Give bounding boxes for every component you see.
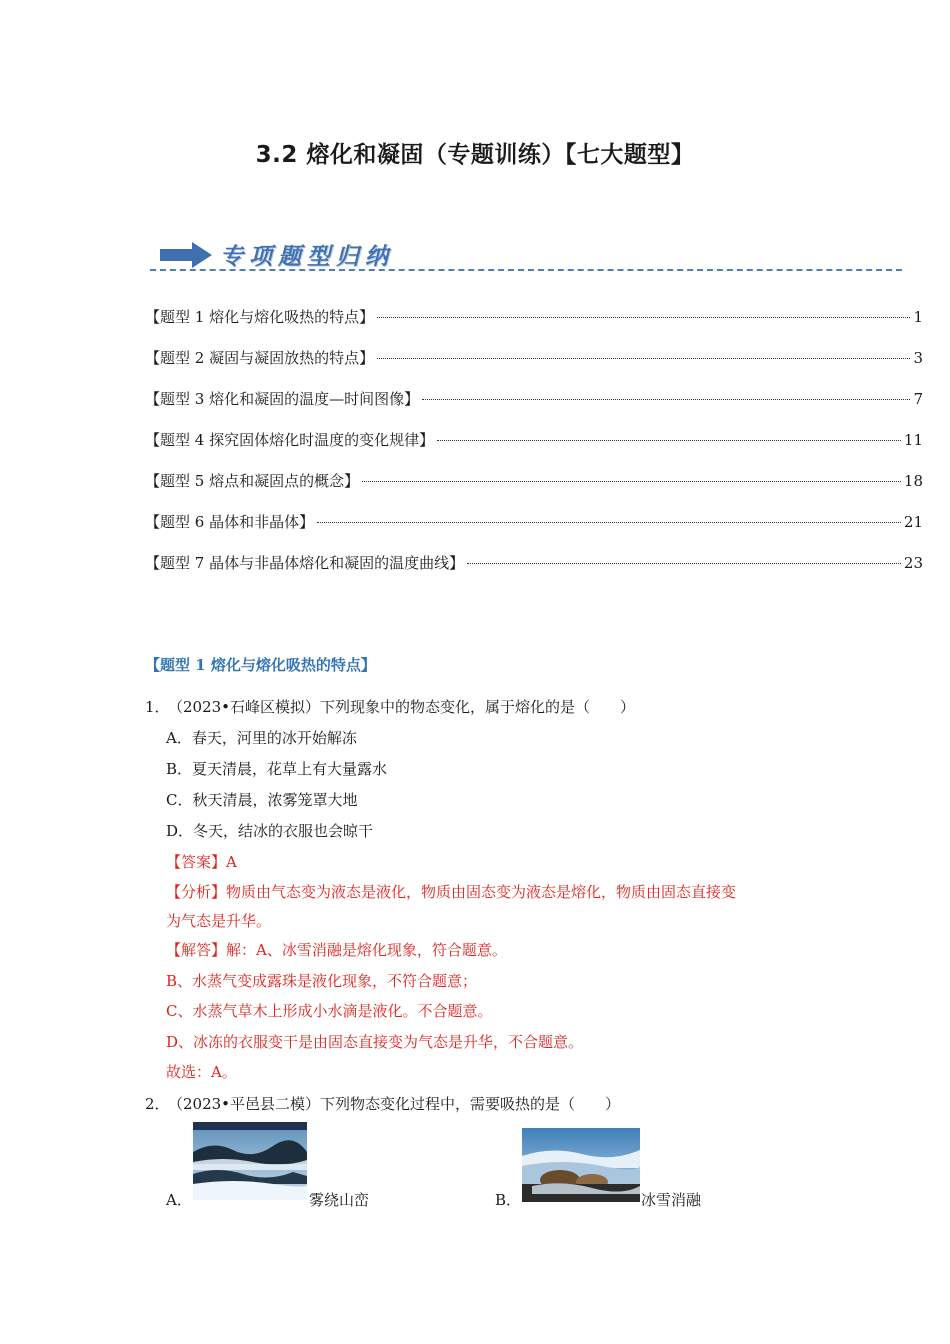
arrow-right-icon <box>160 242 212 268</box>
toc-item[interactable] <box>145 388 923 429</box>
solution-line: C、水蒸气草木上形成小水滴是液化。不合题意。 <box>166 1002 493 1020</box>
question-stem: （2023•平邑县二模）下列物态变化过程中，需要吸热的是（ ） <box>168 1095 621 1113</box>
toc-item[interactable] <box>145 552 923 593</box>
banner-divider <box>150 269 902 271</box>
solution-line: B、水蒸气变成露珠是液化现象，不符合题意； <box>166 972 478 990</box>
solution-line: D、冰冻的衣服变干是由固态直接变为气态是升华，不合题意。 <box>166 1033 584 1051</box>
option-a-caption: 雾绕山峦 <box>309 1191 370 1209</box>
table-of-contents <box>145 306 923 593</box>
answer-text: 【答案】A <box>166 853 237 871</box>
toc-item-page: 21 <box>903 513 923 531</box>
toc-item-label: 【题型 4 探究固体熔化时温度的变化规律】 <box>145 431 435 449</box>
option-c: C．秋天清晨，浓雾笼罩大地 <box>166 791 358 809</box>
analysis-text-continued: 为气态是升华。 <box>166 912 272 930</box>
banner-title: 专项题型归纳 <box>220 244 394 270</box>
toc-item-page: 23 <box>903 554 923 572</box>
toc-item[interactable] <box>145 429 923 470</box>
question-stem: （2023•石峰区模拟）下列现象中的物态变化，属于熔化的是（ ） <box>168 698 636 716</box>
toc-leader-dots <box>422 399 910 400</box>
toc-item-label: 【题型 3 熔化和凝固的温度—时间图像】 <box>145 390 420 408</box>
toc-item-label: 【题型 6 晶体和非晶体】 <box>145 513 315 531</box>
toc-leader-dots <box>437 440 901 441</box>
toc-leader-dots <box>377 358 910 359</box>
toc-leader-dots <box>317 522 901 523</box>
mountain-fog-image <box>193 1122 307 1200</box>
toc-leader-dots <box>362 481 901 482</box>
section-heading: 【题型 1 熔化与熔化吸热的特点】 <box>145 656 376 674</box>
toc-item[interactable] <box>145 347 923 388</box>
melting-snow-image <box>522 1128 640 1202</box>
solution-line: 【解答】解：A、冰雪消融是熔化现象，符合题意。 <box>166 941 507 959</box>
option-a: A．春天，河里的冰开始解冻 <box>166 729 357 747</box>
option-b: B．夏天清晨，花草上有大量露水 <box>166 760 388 778</box>
option-d: D．冬天，结冰的衣服也会晾干 <box>166 822 374 840</box>
analysis-text: 【分析】物质由气态变为液态是液化，物质由固态变为液态是熔化，物质由固态直接变 <box>166 883 737 901</box>
toc-item-label: 【题型 5 熔点和凝固点的概念】 <box>145 472 360 490</box>
toc-item[interactable] <box>145 306 923 347</box>
toc-item-label: 【题型 1 熔化与熔化吸热的特点】 <box>145 308 375 326</box>
toc-item-page: 11 <box>903 431 923 449</box>
option-b-caption: 冰雪消融 <box>641 1191 702 1209</box>
solution-line: 故选：A。 <box>166 1063 237 1081</box>
toc-item[interactable] <box>145 470 923 511</box>
toc-item-page: 3 <box>913 349 923 367</box>
toc-item-page: 1 <box>913 308 923 326</box>
section-banner <box>150 236 902 276</box>
toc-leader-dots <box>467 563 901 564</box>
question-number: 2． <box>145 1095 170 1113</box>
option-a-letter: A． <box>166 1191 192 1209</box>
toc-leader-dots <box>377 317 910 318</box>
toc-item-page: 18 <box>903 472 923 490</box>
option-b-letter: B． <box>495 1191 522 1209</box>
toc-item-label: 【题型 2 凝固与凝固放热的特点】 <box>145 349 375 367</box>
toc-item-page: 7 <box>913 390 923 408</box>
toc-item[interactable] <box>145 511 923 552</box>
question-number: 1． <box>145 698 170 716</box>
toc-item-label: 【题型 7 晶体与非晶体熔化和凝固的温度曲线】 <box>145 554 465 572</box>
page-title: 3.2 熔化和凝固（专题训练）【七大题型】 <box>255 142 695 168</box>
